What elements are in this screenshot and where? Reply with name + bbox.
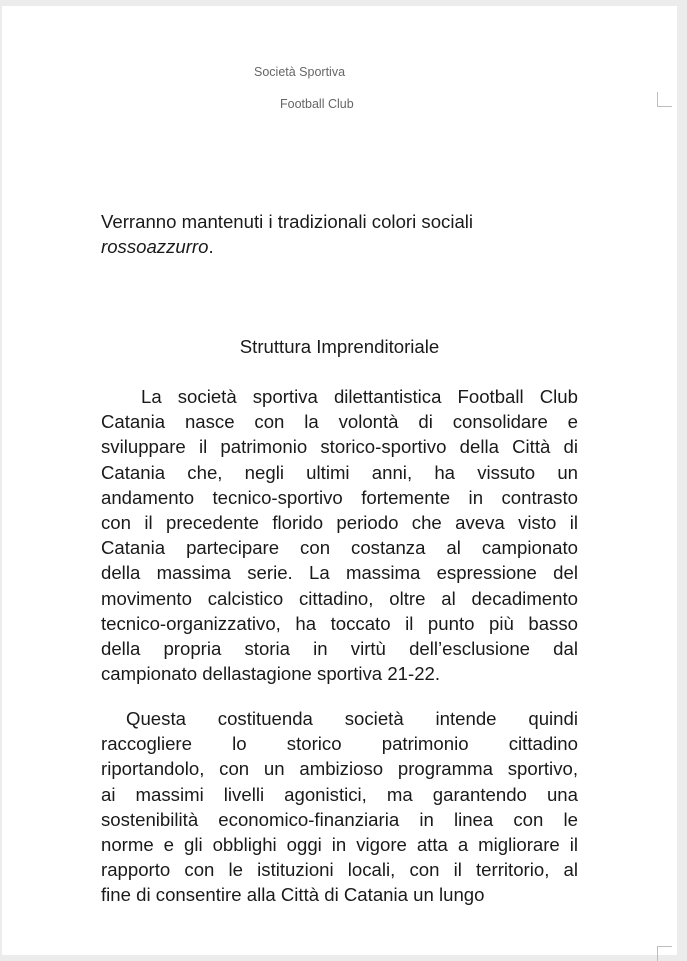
text-line: andamento tecnico-sportivo fortemente in contrasto (101, 486, 578, 508)
text-line: rapporto con le istituzioni locali, con il territorio, al (101, 859, 578, 881)
margin-corner-mark-icon (657, 92, 672, 107)
paragraph-1 (101, 384, 578, 686)
text-line: norme e gli obblighi oggi in vigore atta a migliorare il (101, 834, 578, 856)
header-line-1: Società Sportiva (254, 65, 346, 79)
intro-italic-word: rossoazzurro (101, 236, 209, 258)
text-line: La società sportiva dilettantistica Football Club (141, 386, 578, 407)
intro-text: Verranno mantenuti i tradizionali colori sociali (101, 211, 474, 232)
section-title: Struttura Imprenditoriale (239, 336, 440, 357)
text-line: della massima serie. La massima espressione del (101, 562, 578, 584)
intro-paragraph (101, 209, 578, 259)
text-line: campionato dellastagione sportiva 21-22. (101, 663, 441, 685)
text-line: movimento calcistico cittadino, oltre al decadimento (101, 587, 578, 609)
text-line: ai massimi livelli agonistici, ma garantendo una (101, 783, 578, 805)
text-line: con il precedente florido periodo che aveva visto il (101, 512, 578, 534)
paragraph-2 (101, 706, 578, 908)
text-line: fine di consentire alla Città di Catania un lungo (101, 884, 485, 906)
header-line-2: Football Club (280, 97, 354, 111)
text-line: Catania che, negli ultimi anni, ha vissuto un (101, 461, 578, 483)
text-line: sostenibilità economico-finanziaria in linea con le (101, 808, 578, 830)
intro-suffix: . (208, 236, 214, 258)
text-line: riportandolo, con un ambizioso programma sportivo, (101, 758, 578, 780)
text-line: della propria storia in virtù dell’esclusione dal (101, 638, 578, 660)
text-line: sviluppare il patrimonio storico-sportivo della Città di (101, 436, 578, 458)
text-line: raccogliere lo storico patrimonio cittadino (101, 733, 578, 755)
text-line: tecnico-organizzativo, ha toccato il punto più basso (101, 612, 578, 634)
text-line: Questa costituenda società intende quindi (126, 708, 578, 729)
text-line: Catania partecipare con costanza al campionato (101, 537, 578, 559)
margin-corner-mark-icon (657, 946, 672, 961)
text-line: Catania nasce con la volontà di consolidare e (101, 411, 578, 433)
